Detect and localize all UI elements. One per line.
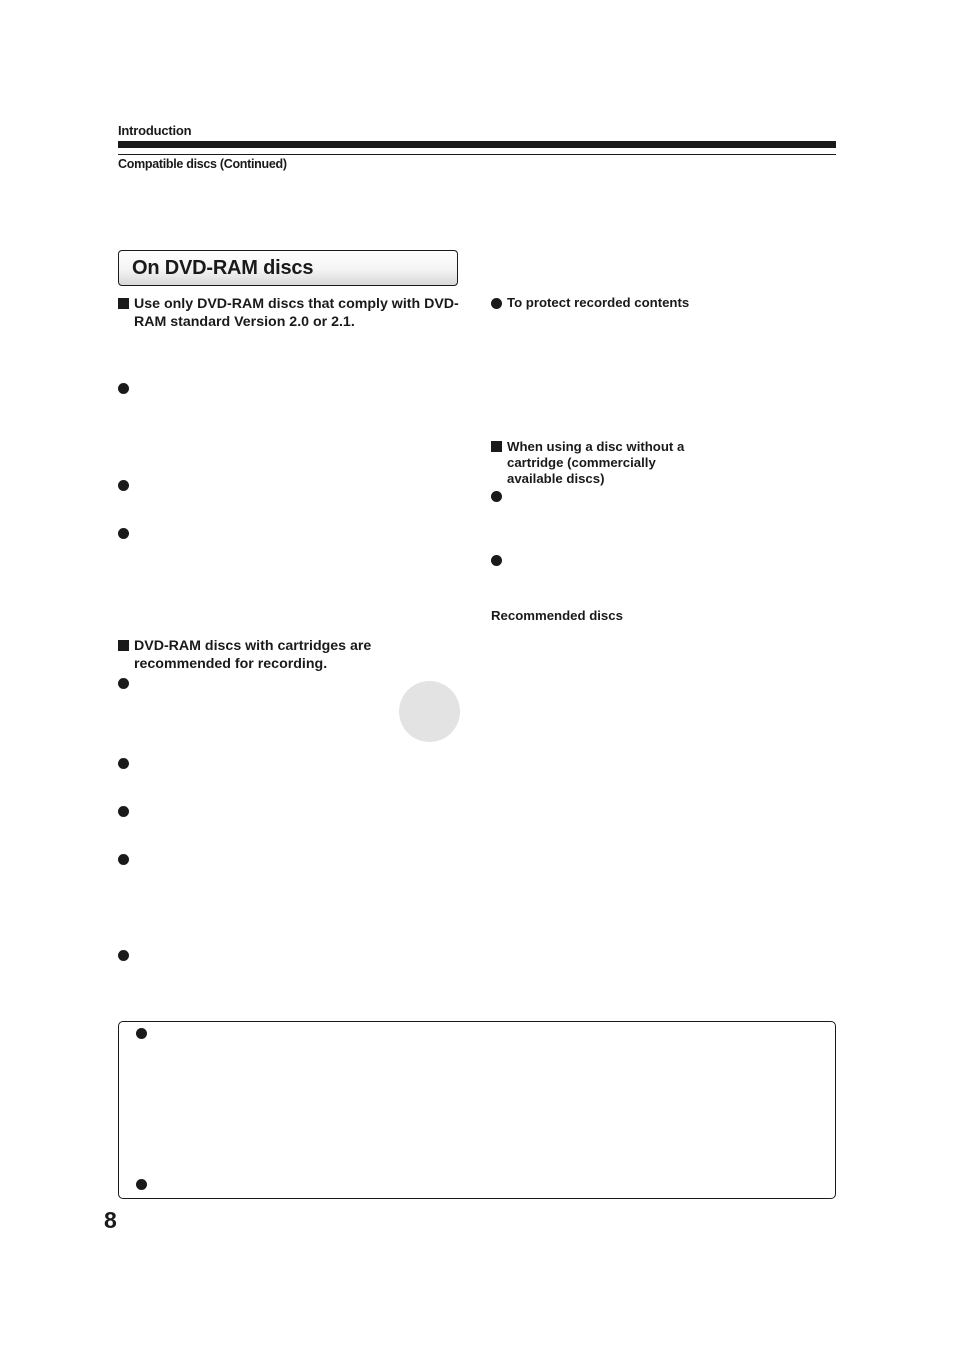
page-number: 8 [104, 1207, 117, 1233]
header-thin-rule [118, 154, 836, 155]
subsection-title: Compatible discs (Continued) [118, 157, 287, 171]
bullet-icon [136, 1028, 147, 1039]
bullet-icon [136, 1179, 147, 1190]
bullet-icon [118, 806, 129, 817]
bullet-icon [118, 383, 129, 394]
page-title-box [118, 250, 458, 286]
without-cartridge-line1: When using a disc without a [507, 439, 685, 454]
cartridge-heading-line1: DVD-RAM discs with cartridges are [134, 638, 372, 654]
bullet-icon [118, 950, 129, 961]
compliance-heading-line2: RAM standard Version 2.0 or 2.1. [134, 314, 355, 330]
bullet-icon [491, 298, 502, 309]
compliance-heading-line1: Use only DVD-RAM discs that comply with DVD- [134, 296, 459, 312]
without-cartridge-line2: cartridge (commercially [507, 455, 656, 470]
cartridge-heading-line2: recommended for recording. [134, 656, 328, 672]
page-title: On DVD-RAM discs [132, 257, 314, 279]
section-title: Introduction [118, 123, 192, 138]
bullet-icon [118, 528, 129, 539]
bullet-icon [118, 480, 129, 491]
without-cartridge-line3: available discs) [507, 471, 605, 486]
recommended-discs-heading: Recommended discs [491, 608, 623, 623]
without-cartridge-heading [507, 439, 684, 487]
bullet-icon [118, 758, 129, 769]
bullet-icon [491, 555, 502, 566]
square-bullet-icon [491, 441, 502, 452]
compliance-heading [134, 295, 459, 331]
bullet-icon [118, 678, 129, 689]
protect-heading: To protect recorded contents [507, 295, 690, 310]
header-thick-rule [118, 141, 836, 148]
notes-box [118, 1021, 836, 1199]
bullet-icon [118, 854, 129, 865]
square-bullet-icon [118, 298, 129, 309]
square-bullet-icon [118, 640, 129, 651]
cartridge-heading [134, 637, 371, 673]
gray-circle-marker [399, 681, 460, 742]
bullet-icon [491, 491, 502, 502]
